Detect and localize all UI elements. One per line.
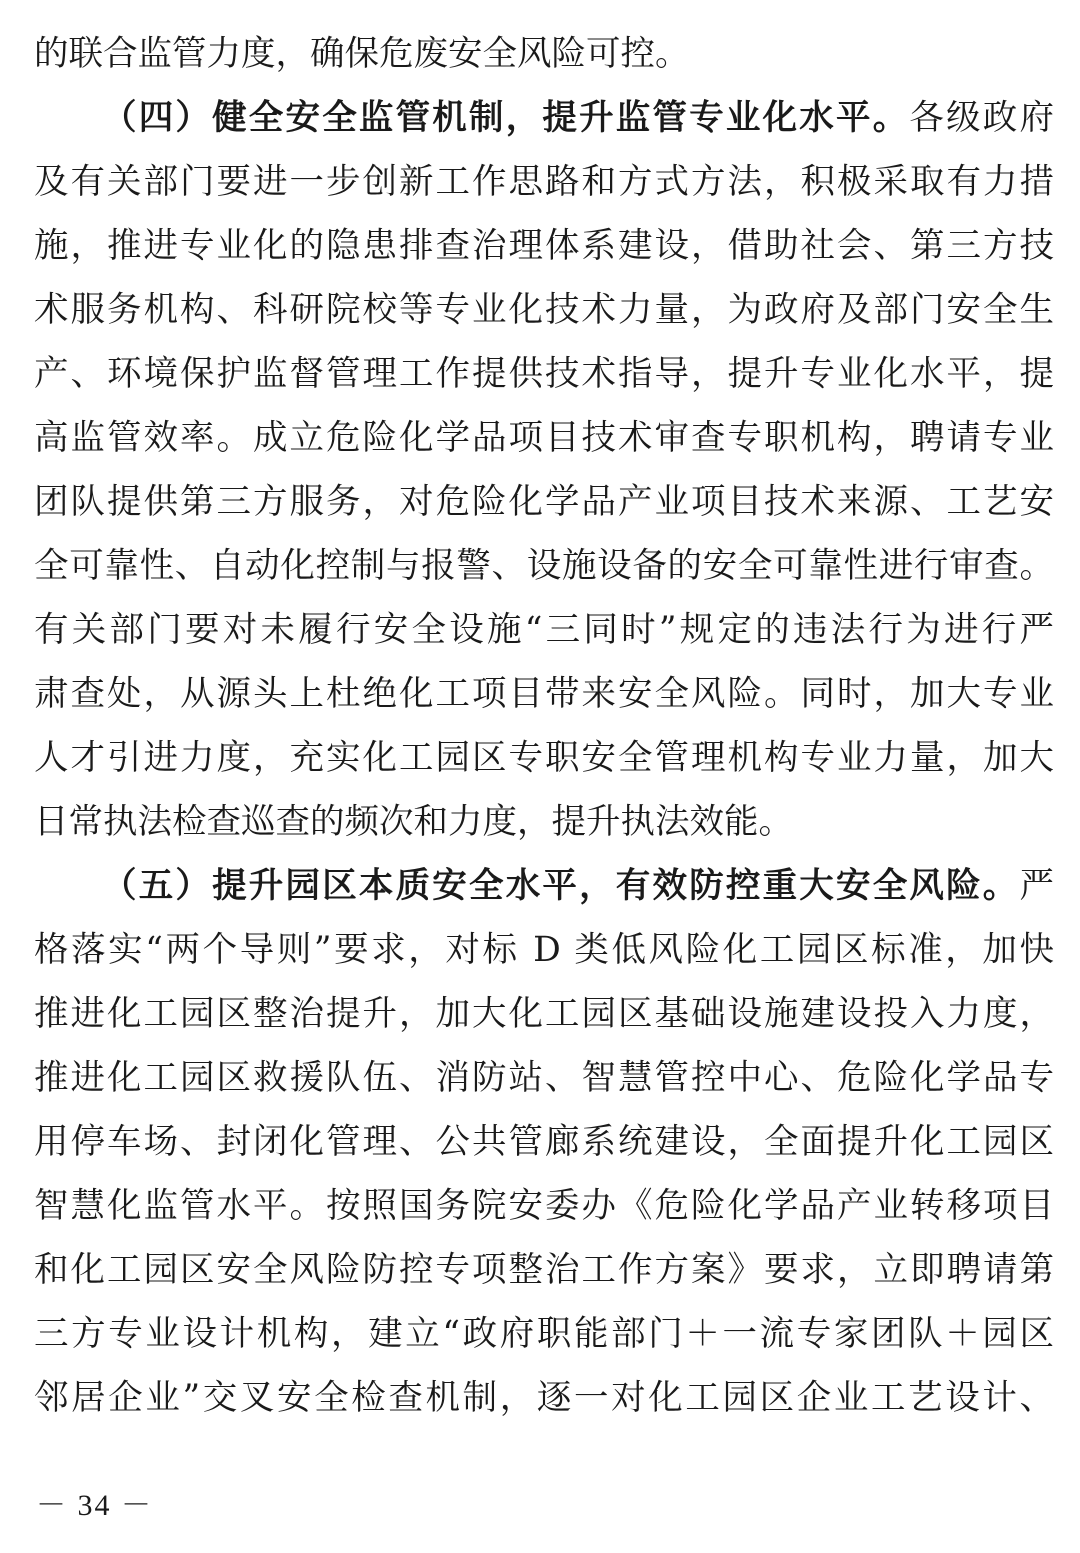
text-line: 有关部门要对未履行安全设施“三同时”规定的违法行为进行严 <box>34 610 1054 650</box>
section-heading-line: （四）健全安全监管机制，提升监管专业化水平。各级政府 <box>102 98 1055 138</box>
section-heading-line: （五）提升园区本质安全水平，有效防控重大安全风险。严 <box>102 866 1054 906</box>
text-line: 团队提供第三方服务，对危险化学品产业项目技术来源、工艺安 <box>34 482 1054 522</box>
text-line: 推进化工园区整治提升，加大化工园区基础设施建设投入力度， <box>34 994 1054 1034</box>
text-line: 智慧化监管水平。按照国务院安委办《危险化学品产业转移项目 <box>34 1186 1054 1226</box>
section-heading-5: （五）提升园区本质安全水平，有效防控重大安全风险。 <box>102 866 1020 906</box>
text-line: 邻居企业”交叉安全检查机制，逐一对化工园区企业工艺设计、 <box>34 1378 1054 1418</box>
page-number: － 34 － <box>36 1489 153 1522</box>
text-line: 术服务机构、科研院校等专业化技术力量，为政府及部门安全生 <box>34 290 1054 330</box>
section-heading-4: （四）健全安全监管机制，提升监管专业化水平。 <box>102 98 910 138</box>
text-line: 和化工园区安全风险防控专项整治工作方案》要求，立即聘请第 <box>34 1250 1054 1290</box>
text-line: 全可靠性、自动化控制与报警、设施设备的安全可靠性进行审查。 <box>34 546 1054 586</box>
text-line: 三方专业设计机构，建立“政府职能部门＋一流专家团队＋园区 <box>34 1314 1054 1354</box>
text-line: 及有关部门要进一步创新工作思路和方式方法，积极采取有力措 <box>34 162 1054 202</box>
text-line: 高监管效率。成立危险化学品项目技术审查专职机构，聘请专业 <box>34 418 1054 458</box>
text-line: 施，推进专业化的隐患排查治理体系建设，借助社会、第三方技 <box>34 226 1054 266</box>
text-line: 格落实“两个导则”要求，对标 D 类低风险化工园区标准，加快 <box>34 930 1054 970</box>
document-body <box>34 0 1054 1430</box>
text-line: 的联合监管力度，确保危废安全风险可控。 <box>34 34 690 74</box>
text-line: 人才引进力度，充实化工园区专职安全管理机构专业力量，加大 <box>34 738 1054 778</box>
text-line: 日常执法检查巡查的频次和力度，提升执法效能。 <box>34 802 793 842</box>
text-line: 用停车场、封闭化管理、公共管廊系统建设，全面提升化工园区 <box>34 1122 1054 1162</box>
text-line: 产、环境保护监督管理工作提供技术指导，提升专业化水平，提 <box>34 354 1054 394</box>
text-line: 肃查处，从源头上杜绝化工项目带来安全风险。同时，加大专业 <box>34 674 1054 714</box>
text-line: 推进化工园区救援队伍、消防站、智慧管控中心、危险化学品专 <box>34 1058 1054 1098</box>
